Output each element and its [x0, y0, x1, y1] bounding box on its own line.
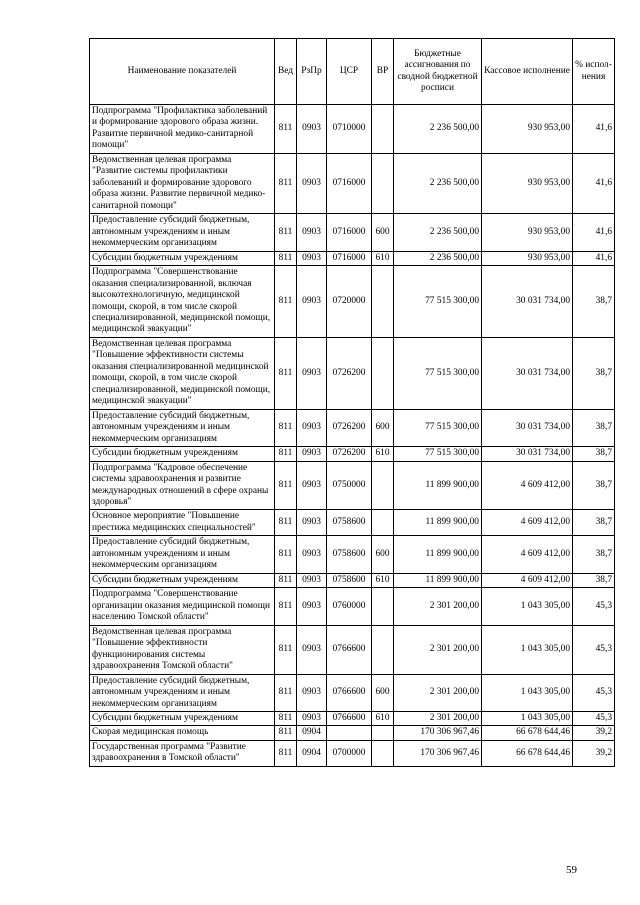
header-vr: ВР — [372, 39, 394, 105]
table-row — [90, 711, 615, 725]
table-row — [90, 266, 615, 338]
cell-rzpr: 0903 — [297, 337, 327, 409]
cell-csr: 0758600 — [327, 510, 372, 536]
cell-name: Государственная программа "Развитие здравоохранения в Томской области" — [90, 740, 275, 766]
cell-ved: 811 — [275, 153, 297, 213]
cell-percent: 38,7 — [573, 510, 615, 536]
cell-name: Предоставление субсидий бюджетным, автономным учреждениям и иным некоммерческим организациям — [90, 214, 275, 251]
cell-vr: 610 — [372, 447, 394, 461]
table-body — [90, 105, 615, 767]
cell-cash: 66 678 644,46 — [482, 740, 573, 766]
cell-csr: 0766600 — [327, 711, 372, 725]
cell-cash: 1 043 305,00 — [482, 674, 573, 711]
header-cash: Кассовое исполнение — [482, 39, 573, 105]
cell-csr: 0750000 — [327, 461, 372, 510]
cell-name: Предоставление субсидий бюджетным, автономным учреждениям и иным некоммерческим организациям — [90, 536, 275, 573]
cell-amount: 2 236 500,00 — [394, 105, 482, 154]
cell-csr: 0716000 — [327, 214, 372, 251]
cell-amount: 170 306 967,46 — [394, 726, 482, 740]
cell-vr: 610 — [372, 711, 394, 725]
cell-cash: 930 953,00 — [482, 251, 573, 265]
cell-vr: 610 — [372, 573, 394, 587]
cell-amount: 2 301 200,00 — [394, 711, 482, 725]
cell-vr — [372, 337, 394, 409]
cell-cash: 930 953,00 — [482, 105, 573, 154]
cell-rzpr: 0903 — [297, 674, 327, 711]
cell-csr: 0758600 — [327, 573, 372, 587]
cell-cash: 930 953,00 — [482, 214, 573, 251]
cell-vr — [372, 266, 394, 338]
table-row — [90, 536, 615, 573]
cell-cash: 30 031 734,00 — [482, 337, 573, 409]
cell-name: Ведомственная целевая программа "Повышение эффективности системы оказания специализированной медицинской помощи, скорой, в том числе скорой специализированной, медицинской помощи, медицинской эвакуации" — [90, 337, 275, 409]
cell-cash: 4 609 412,00 — [482, 536, 573, 573]
table-row — [90, 105, 615, 154]
cell-vr — [372, 510, 394, 536]
cell-ved: 811 — [275, 105, 297, 154]
cell-csr: 0726200 — [327, 447, 372, 461]
cell-percent: 38,7 — [573, 573, 615, 587]
cell-amount: 77 515 300,00 — [394, 409, 482, 446]
budget-execution-table — [89, 38, 615, 767]
cell-cash: 30 031 734,00 — [482, 447, 573, 461]
table-row — [90, 625, 615, 674]
cell-ved: 811 — [275, 625, 297, 674]
cell-percent: 41,6 — [573, 105, 615, 154]
cell-amount: 170 306 967,46 — [394, 740, 482, 766]
cell-rzpr: 0904 — [297, 740, 327, 766]
table-row — [90, 510, 615, 536]
table-row — [90, 251, 615, 265]
cell-vr — [372, 726, 394, 740]
cell-name: Субсидии бюджетным учреждениям — [90, 447, 275, 461]
cell-name: Ведомственная целевая программа "Повышение эффективности функционирования системы здравоохранения Томской области" — [90, 625, 275, 674]
cell-percent: 41,6 — [573, 251, 615, 265]
table-row — [90, 588, 615, 625]
header-name: Наименование показателей — [90, 39, 275, 105]
cell-percent: 39,2 — [573, 726, 615, 740]
cell-amount: 2 236 500,00 — [394, 153, 482, 213]
cell-ved: 811 — [275, 510, 297, 536]
cell-cash: 66 678 644,46 — [482, 726, 573, 740]
cell-percent: 39,2 — [573, 740, 615, 766]
cell-name: Предоставление субсидий бюджетным, автономным учреждениям и иным некоммерческим организациям — [90, 674, 275, 711]
cell-vr: 600 — [372, 674, 394, 711]
cell-percent: 38,7 — [573, 536, 615, 573]
cell-cash: 1 043 305,00 — [482, 625, 573, 674]
cell-cash: 4 609 412,00 — [482, 573, 573, 587]
cell-ved: 811 — [275, 447, 297, 461]
table-row — [90, 337, 615, 409]
table-row — [90, 740, 615, 766]
cell-ved: 811 — [275, 711, 297, 725]
cell-rzpr: 0903 — [297, 573, 327, 587]
cell-name: Подпрограмма "Кадровое обеспечение системы здравоохранения и развитие международных отношений в сфере охраны здоровья" — [90, 461, 275, 510]
cell-rzpr: 0904 — [297, 726, 327, 740]
cell-amount: 2 301 200,00 — [394, 588, 482, 625]
cell-percent: 38,7 — [573, 461, 615, 510]
cell-vr: 600 — [372, 536, 394, 573]
cell-csr: 0716000 — [327, 153, 372, 213]
cell-vr — [372, 153, 394, 213]
header-rzpr: РзПр — [297, 39, 327, 105]
cell-csr: 0726200 — [327, 409, 372, 446]
cell-ved: 811 — [275, 461, 297, 510]
cell-percent: 45,3 — [573, 711, 615, 725]
cell-ved: 811 — [275, 674, 297, 711]
cell-rzpr: 0903 — [297, 153, 327, 213]
cell-amount: 77 515 300,00 — [394, 266, 482, 338]
cell-cash: 4 609 412,00 — [482, 461, 573, 510]
header-ved: Вед — [275, 39, 297, 105]
cell-rzpr: 0903 — [297, 447, 327, 461]
cell-rzpr: 0903 — [297, 588, 327, 625]
cell-ved: 811 — [275, 536, 297, 573]
cell-vr — [372, 740, 394, 766]
page-number: 59 — [566, 864, 577, 876]
cell-amount: 2 236 500,00 — [394, 214, 482, 251]
cell-cash: 4 609 412,00 — [482, 510, 573, 536]
cell-percent: 45,3 — [573, 625, 615, 674]
cell-cash: 30 031 734,00 — [482, 409, 573, 446]
cell-percent: 41,6 — [573, 153, 615, 213]
cell-vr: 600 — [372, 409, 394, 446]
table-row — [90, 461, 615, 510]
cell-amount: 11 899 900,00 — [394, 573, 482, 587]
cell-amount: 2 236 500,00 — [394, 251, 482, 265]
cell-csr: 0700000 — [327, 740, 372, 766]
table-row — [90, 674, 615, 711]
cell-amount: 2 301 200,00 — [394, 674, 482, 711]
cell-csr: 0720000 — [327, 266, 372, 338]
cell-ved: 811 — [275, 588, 297, 625]
cell-name: Субсидии бюджетным учреждениям — [90, 711, 275, 725]
cell-csr: 0758600 — [327, 536, 372, 573]
cell-rzpr: 0903 — [297, 625, 327, 674]
cell-amount: 77 515 300,00 — [394, 337, 482, 409]
cell-rzpr: 0903 — [297, 536, 327, 573]
cell-csr: 0710000 — [327, 105, 372, 154]
cell-cash: 930 953,00 — [482, 153, 573, 213]
cell-vr — [372, 105, 394, 154]
cell-percent: 38,7 — [573, 337, 615, 409]
cell-name: Скорая медицинская помощь — [90, 726, 275, 740]
cell-ved: 811 — [275, 740, 297, 766]
cell-cash: 30 031 734,00 — [482, 266, 573, 338]
cell-vr: 610 — [372, 251, 394, 265]
header-percent: % испол- нения — [573, 39, 615, 105]
cell-cash: 1 043 305,00 — [482, 588, 573, 625]
cell-percent: 38,7 — [573, 266, 615, 338]
table-row — [90, 153, 615, 213]
cell-ved: 811 — [275, 726, 297, 740]
cell-csr: 0726200 — [327, 337, 372, 409]
cell-ved: 811 — [275, 573, 297, 587]
cell-name: Подпрограмма "Совершенствование оказания специализированной, включая высокотехнологичную, медицинской помощи, скорой, в том числе скорой специализированной, медицинской помощи, медицинской эвакуации" — [90, 266, 275, 338]
cell-rzpr: 0903 — [297, 105, 327, 154]
table-row — [90, 409, 615, 446]
cell-name: Субсидии бюджетным учреждениям — [90, 251, 275, 265]
cell-rzpr: 0903 — [297, 461, 327, 510]
cell-rzpr: 0903 — [297, 510, 327, 536]
cell-name: Ведомственная целевая программа "Развитие системы профилактики заболеваний и формирование здорового образа жизни. Развитие первичной медико-санитарной помощи" — [90, 153, 275, 213]
cell-ved: 811 — [275, 337, 297, 409]
cell-csr: 0766600 — [327, 625, 372, 674]
cell-name: Подпрограмма "Совершенствование организации оказания медицинской помощи населению Томской области" — [90, 588, 275, 625]
cell-csr — [327, 726, 372, 740]
cell-name: Субсидии бюджетным учреждениям — [90, 573, 275, 587]
cell-vr: 600 — [372, 214, 394, 251]
header-row — [90, 39, 615, 105]
cell-rzpr: 0903 — [297, 409, 327, 446]
table-row — [90, 214, 615, 251]
cell-amount: 11 899 900,00 — [394, 510, 482, 536]
cell-amount: 2 301 200,00 — [394, 625, 482, 674]
header-assignations: Бюджетные ассигнования по сводной бюджетной росписи — [394, 39, 482, 105]
cell-name: Основное мероприятие "Повышение престижа медицинских специальностей" — [90, 510, 275, 536]
cell-ved: 811 — [275, 214, 297, 251]
cell-percent: 45,3 — [573, 588, 615, 625]
table-header — [90, 39, 615, 105]
cell-csr: 0760000 — [327, 588, 372, 625]
cell-amount: 11 899 900,00 — [394, 536, 482, 573]
cell-rzpr: 0903 — [297, 266, 327, 338]
cell-amount: 11 899 900,00 — [394, 461, 482, 510]
cell-csr: 0766600 — [327, 674, 372, 711]
cell-name: Подпрограмма "Профилактика заболеваний и формирование здорового образа жизни. Развитие первичной медико-санитарной помощи" — [90, 105, 275, 154]
cell-percent: 41,6 — [573, 214, 615, 251]
cell-amount: 77 515 300,00 — [394, 447, 482, 461]
cell-ved: 811 — [275, 266, 297, 338]
header-csr: ЦСР — [327, 39, 372, 105]
cell-ved: 811 — [275, 251, 297, 265]
cell-rzpr: 0903 — [297, 711, 327, 725]
cell-percent: 38,7 — [573, 409, 615, 446]
table-row — [90, 573, 615, 587]
cell-percent: 45,3 — [573, 674, 615, 711]
cell-rzpr: 0903 — [297, 251, 327, 265]
cell-percent: 38,7 — [573, 447, 615, 461]
cell-ved: 811 — [275, 409, 297, 446]
cell-csr: 0716000 — [327, 251, 372, 265]
cell-vr — [372, 588, 394, 625]
table-row — [90, 726, 615, 740]
cell-cash: 1 043 305,00 — [482, 711, 573, 725]
cell-rzpr: 0903 — [297, 214, 327, 251]
table-row — [90, 447, 615, 461]
cell-vr — [372, 625, 394, 674]
cell-vr — [372, 461, 394, 510]
cell-name: Предоставление субсидий бюджетным, автономным учреждениям и иным некоммерческим организациям — [90, 409, 275, 446]
